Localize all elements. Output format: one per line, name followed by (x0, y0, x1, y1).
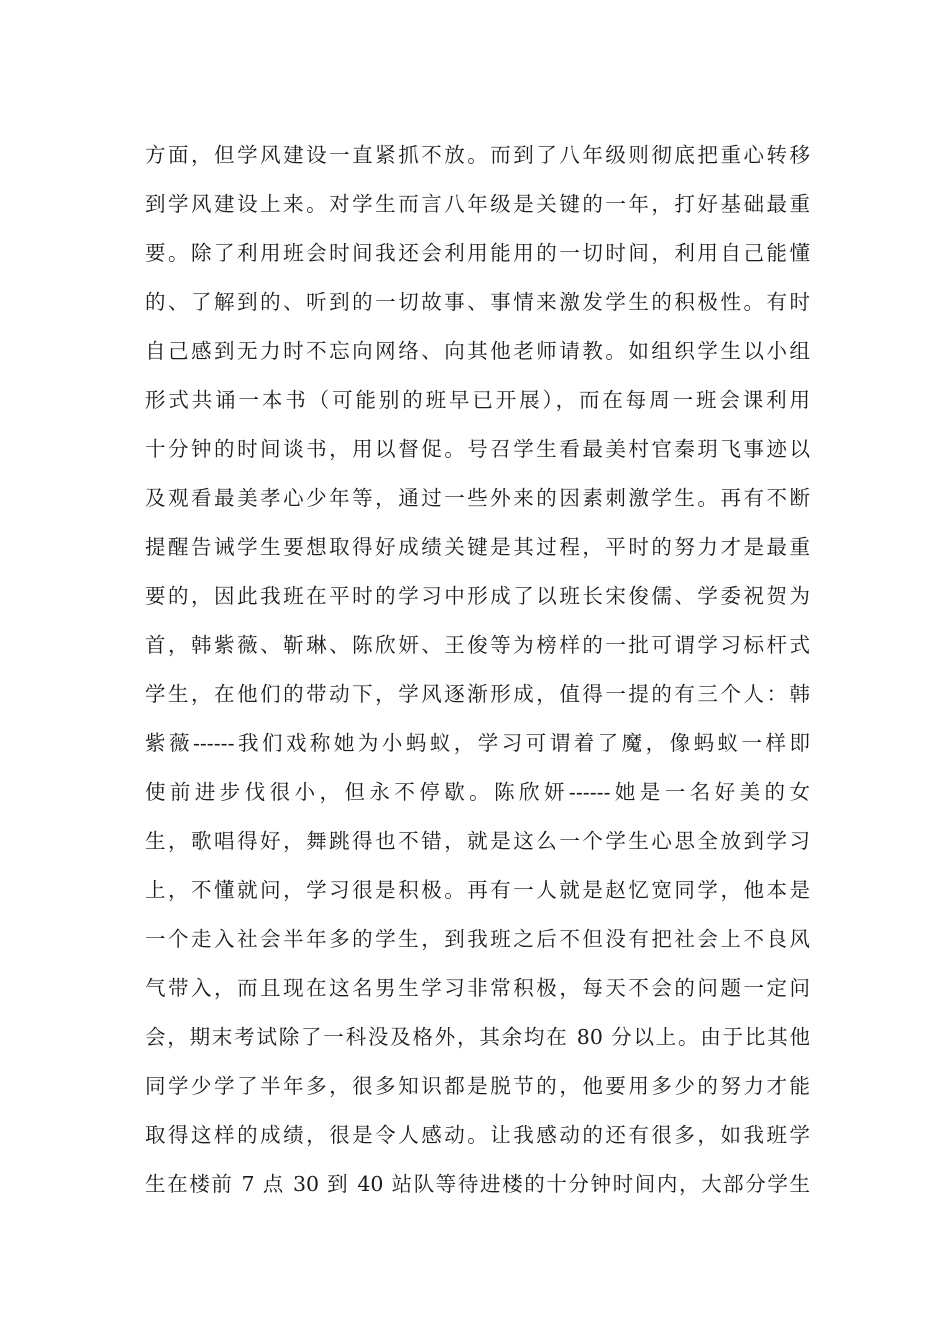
text-line: 生在楼前 7 点 30 到 40 站队等待进楼的十分钟时间内，大部分学生 (145, 1172, 810, 1196)
text-line: 紫薇------我们戏称她为小蚂蚁，学习可谓着了魔，像蚂蚁一样即 (145, 731, 810, 755)
text-line: 取得这样的成绩，很是令人感动。让我感动的还有很多，如我班学 (145, 1123, 810, 1147)
text-line: 形式共诵一本书（可能别的班早已开展），而在每周一班会课利用 (145, 388, 810, 412)
text-line: 要。除了利用班会时间我还会利用能用的一切时间，利用自己能懂 (145, 241, 810, 265)
text-line: 同学少学了半年多，很多知识都是脱节的，他要用多少的努力才能 (145, 1074, 810, 1098)
text-line: 要的，因此我班在平时的学习中形成了以班长宋俊儒、学委祝贺为 (145, 584, 810, 608)
text-line: 自己感到无力时不忘向网络、向其他老师请教。如组织学生以小组 (145, 339, 810, 363)
text-line: 的、了解到的、听到的一切故事、事情来激发学生的积极性。有时 (145, 290, 810, 314)
text-line: 生，歌唱得好，舞跳得也不错，就是这么一个学生心思全放到学习 (145, 829, 810, 853)
text-line: 十分钟的时间谈书，用以督促。号召学生看最美村官秦玥飞事迹以 (145, 437, 810, 461)
text-line: 学生，在他们的带动下，学风逐渐形成，值得一提的有三个人：韩 (145, 682, 810, 706)
text-line: 方面，但学风建设一直紧抓不放。而到了八年级则彻底把重心转移 (145, 143, 810, 167)
body-text (145, 131, 810, 1209)
text-line: 及观看最美孝心少年等，通过一些外来的因素刺激学生。再有不断 (145, 486, 810, 510)
text-line: 提醒告诫学生要想取得好成绩关键是其过程，平时的努力才是最重 (145, 535, 810, 559)
text-line: 使前进步伐很小，但永不停歇。陈欣妍------她是一名好美的女 (145, 780, 810, 804)
text-line: 上，不懂就问，学习很是积极。再有一人就是赵忆宽同学，他本是 (145, 878, 810, 902)
text-line: 会，期末考试除了一科没及格外，其余均在 80 分以上。由于比其他 (145, 1025, 810, 1049)
text-line: 到学风建设上来。对学生而言八年级是关键的一年，打好基础最重 (145, 192, 810, 216)
text-line: 一个走入社会半年多的学生，到我班之后不但没有把社会上不良风 (145, 927, 810, 951)
text-line: 首，韩紫薇、靳琳、陈欣妍、王俊等为榜样的一批可谓学习标杆式 (145, 633, 810, 657)
text-line: 气带入，而且现在这名男生学习非常积极，每天不会的问题一定问 (145, 976, 810, 1000)
